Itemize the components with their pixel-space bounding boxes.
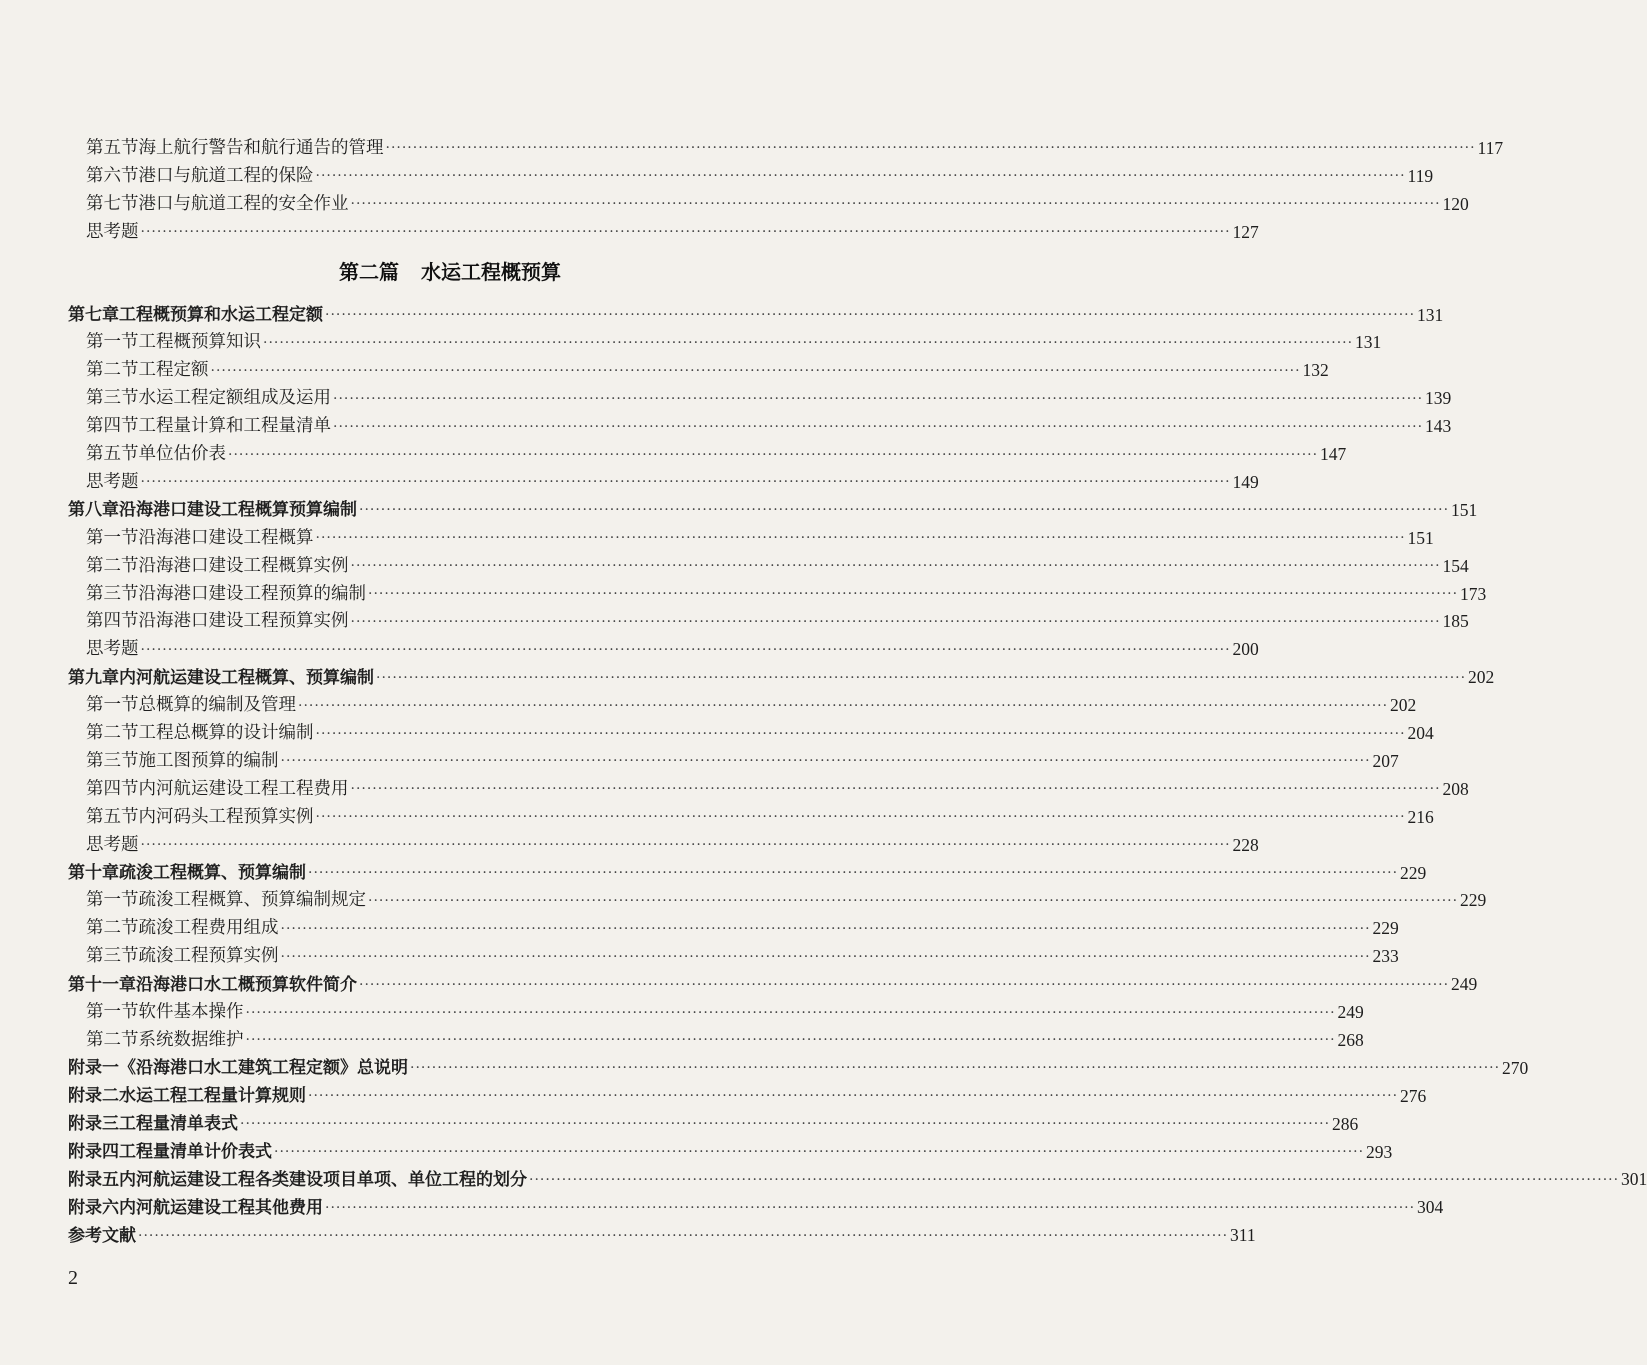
entry-page: 149 <box>1232 471 1259 492</box>
dot-leader: ········································································································································································································ <box>228 446 1319 463</box>
toc-chapter-entry <box>68 966 1478 995</box>
dot-leader: ········································································································································································································ <box>280 920 1371 937</box>
entry-title: 软件基本操作 <box>138 1002 244 1022</box>
entry-title: 施工图预算的编制 <box>138 750 279 771</box>
entry-title: 海上航行警告和航行通告的管理 <box>138 137 384 158</box>
dot-leader: ········································································································································································································ <box>350 781 1441 798</box>
dot-leader: ········································································································································································································ <box>274 1144 1365 1160</box>
entry-page: 147 <box>1320 444 1347 464</box>
entry-page: 151 <box>1407 527 1434 548</box>
toc-chapter-entry <box>68 1189 1444 1218</box>
entry-title: 疏浚工程概算、预算编制规定 <box>138 890 366 911</box>
entry-title: 参考文献 <box>68 1225 136 1246</box>
entry-page: 311 <box>1230 1225 1256 1246</box>
entry-title: 内河航运建设工程工程费用 <box>138 778 349 799</box>
dot-leader: ········································································································································································································ <box>315 725 1406 742</box>
toc-chapter-entry <box>68 659 1495 688</box>
toc-section-entry <box>86 742 1399 771</box>
dot-leader: ········································································································································································································ <box>315 168 1406 184</box>
dot-leader: ········································································································································································································ <box>280 948 1371 965</box>
entry-title: 水运工程工程量计算规则 <box>119 1086 306 1107</box>
dot-leader: ········································································································································································································ <box>210 362 1301 379</box>
entry-title: 疏浚工程概算、预算编制 <box>119 863 306 883</box>
entry-page: 249 <box>1451 974 1478 995</box>
entry-page: 229 <box>1460 890 1487 911</box>
toc-section-entry <box>86 910 1399 939</box>
entry-title: 工程概预算知识 <box>138 332 261 353</box>
dot-leader: ········································································································································································································ <box>333 390 1424 407</box>
entry-page: 185 <box>1442 611 1469 632</box>
toc-section-entry <box>86 770 1469 799</box>
toc-section-entry <box>86 213 1259 242</box>
entry-number: 第一节 <box>86 527 139 548</box>
dot-leader: ········································································································································································································ <box>140 224 1231 240</box>
toc-chapter-entry <box>68 1105 1359 1135</box>
entry-title: 沿海港口建设工程预算的编制 <box>138 583 366 604</box>
entry-number: 第五节 <box>86 137 139 158</box>
entry-page: 249 <box>1337 1002 1364 1022</box>
toc-section-entry <box>86 715 1434 743</box>
toc-section-entry <box>86 380 1452 409</box>
entry-number: 第一节 <box>86 695 139 716</box>
entry-title: 沿海港口水工概预算软件简介 <box>136 974 357 995</box>
entry-page: 207 <box>1372 750 1399 771</box>
toc-section-entry <box>86 436 1347 464</box>
toc-chapter-entry <box>68 296 1444 325</box>
dot-leader: ········································································································································································································ <box>368 892 1459 909</box>
entry-page: 119 <box>1407 165 1434 186</box>
dot-leader: ········································································································································································································ <box>140 837 1231 854</box>
entry-number: 第五节 <box>86 444 139 464</box>
toc-section-entry <box>86 408 1452 437</box>
dot-leader: ········································································································································································································ <box>308 865 1399 881</box>
toc-chapter-entry <box>68 491 1478 521</box>
dot-leader: ········································································································································································································ <box>138 1227 1229 1244</box>
entry-title: 沿海港口建设工程预算实例 <box>138 611 349 632</box>
dot-leader: ········································································································································································································ <box>245 1004 1336 1021</box>
toc-section-entry <box>86 519 1434 548</box>
entry-page: 229 <box>1372 918 1399 939</box>
entry-page: 270 <box>1502 1057 1529 1078</box>
entry-title: 工程总概算的设计编制 <box>138 723 314 743</box>
toc-chapter-entry <box>68 1217 1256 1246</box>
entry-page: 228 <box>1232 834 1259 855</box>
toc-chapter-entry <box>68 1161 1647 1190</box>
entry-title: 思考题 <box>86 639 139 660</box>
entry-number: 附录五 <box>68 1169 119 1190</box>
entry-number: 第一节 <box>86 332 139 353</box>
entry-number: 第八章 <box>68 500 119 521</box>
entry-page: 204 <box>1407 723 1434 743</box>
dot-leader: ········································································································································································································ <box>350 613 1441 630</box>
toc-section-entry <box>86 463 1259 492</box>
dot-leader: ········································································································································································································ <box>308 1088 1399 1105</box>
dot-leader: ········································································································································································································ <box>410 1060 1501 1077</box>
entry-title: 工程定额 <box>138 360 209 381</box>
dot-leader: ········································································································································································································ <box>240 1116 1331 1133</box>
entry-title: 内河航运建设工程其他费用 <box>119 1197 323 1218</box>
entry-number: 第九章 <box>68 667 119 688</box>
entry-number: 第四节 <box>86 416 139 437</box>
entry-page: 301 <box>1621 1169 1647 1190</box>
toc-section-entry <box>86 826 1259 855</box>
part-number: 第二篇 <box>339 260 399 284</box>
toc-chapter-entry <box>68 1049 1529 1079</box>
entry-page: 143 <box>1425 416 1452 437</box>
entry-page: 202 <box>1390 695 1417 716</box>
entry-title: 港口与航道工程的安全作业 <box>138 193 349 214</box>
entry-number: 第三节 <box>86 750 139 771</box>
entry-page: 276 <box>1400 1085 1427 1106</box>
entry-number: 第七章 <box>68 305 119 325</box>
entry-title: 港口与航道工程的保险 <box>138 165 314 186</box>
entry-number: 第四节 <box>86 611 139 632</box>
dot-leader: ········································································································································································································ <box>315 809 1406 826</box>
entry-number: 第三节 <box>86 388 139 409</box>
toc-section-entry <box>86 352 1329 381</box>
dot-leader: ········································································································································································································ <box>325 307 1416 323</box>
toc-section-entry <box>86 603 1469 632</box>
dot-leader: ········································································································································································································ <box>385 140 1476 156</box>
dot-leader: ········································································································································································································ <box>376 669 1467 686</box>
entry-title: 水运工程定额组成及运用 <box>138 388 331 409</box>
entry-page: 208 <box>1442 778 1469 799</box>
dot-leader: ········································································································································································································ <box>368 586 1459 602</box>
entry-title: 工程量清单计价表式 <box>119 1142 272 1162</box>
entry-page: 120 <box>1442 193 1469 214</box>
entry-title: 沿海港口建设工程概算预算编制 <box>119 500 357 521</box>
entry-number: 第二节 <box>86 723 139 743</box>
entry-number: 附录三 <box>68 1114 119 1135</box>
dot-leader: ········································································································································································································ <box>280 753 1371 770</box>
entry-page: 216 <box>1407 806 1434 827</box>
entry-title: 单位估价表 <box>138 444 226 464</box>
entry-title: 《沿海港口水工建筑工程定额》总说明 <box>119 1058 408 1079</box>
entry-page: 202 <box>1468 667 1495 688</box>
entry-title: 内河航运建设工程各类建设项目单项、单位工程的划分 <box>119 1169 527 1190</box>
toc-section-entry <box>86 631 1259 660</box>
toc-chapter-entry <box>68 1077 1427 1107</box>
entry-page: 229 <box>1400 862 1427 883</box>
entry-page: 131 <box>1355 332 1382 353</box>
dot-leader: ········································································································································································································ <box>359 502 1450 519</box>
entry-title: 内河码头工程预算实例 <box>138 806 314 827</box>
entry-page: 139 <box>1425 388 1452 409</box>
entry-number: 第二节 <box>86 360 139 381</box>
entry-number: 第六节 <box>86 165 139 186</box>
entry-title: 内河航运建设工程概算、预算编制 <box>119 667 374 688</box>
dot-leader: ········································································································································································································ <box>140 474 1231 491</box>
dot-leader: ········································································································································································································ <box>140 641 1231 658</box>
entry-page: 154 <box>1442 555 1469 576</box>
dot-leader: ········································································································································································································ <box>245 1032 1336 1049</box>
entry-title: 工程概预算和水运工程定额 <box>119 305 323 325</box>
dot-leader: ········································································································································································································ <box>298 697 1389 714</box>
entry-title: 沿海港口建设工程概算实例 <box>138 555 349 576</box>
toc-section-entry <box>86 157 1434 186</box>
toc-section-entry <box>86 575 1487 604</box>
dot-leader: ········································································································································································································ <box>529 1171 1620 1188</box>
entry-page: 117 <box>1477 137 1504 158</box>
entry-number: 附录二 <box>68 1086 119 1107</box>
entry-title: 疏浚工程费用组成 <box>138 918 279 939</box>
dot-leader: ········································································································································································································ <box>263 334 1354 351</box>
entry-number: 第二节 <box>86 555 139 576</box>
entry-page: 200 <box>1232 639 1259 660</box>
entry-number: 第一节 <box>86 890 139 911</box>
toc-chapter-entry <box>68 854 1427 883</box>
entry-title: 疏浚工程预算实例 <box>138 946 279 967</box>
entry-number: 第五节 <box>86 806 139 827</box>
dot-leader: ········································································································································································································ <box>359 976 1450 993</box>
dot-leader: ········································································································································································································ <box>315 530 1406 547</box>
entry-title: 工程量清单表式 <box>119 1114 238 1135</box>
entry-title: 工程量计算和工程量清单 <box>138 416 331 437</box>
toc-section-entry <box>86 185 1469 214</box>
entry-title: 思考题 <box>86 834 139 855</box>
toc-section-entry <box>86 1021 1364 1050</box>
dot-leader: ········································································································································································································ <box>350 558 1441 575</box>
dot-leader: ········································································································································································································ <box>350 196 1441 212</box>
entry-number: 附录六 <box>68 1197 119 1218</box>
entry-page: 304 <box>1417 1197 1444 1218</box>
entry-page: 268 <box>1337 1029 1364 1050</box>
entry-page: 293 <box>1366 1141 1393 1162</box>
entry-page: 173 <box>1460 583 1487 604</box>
entry-number: 第二节 <box>86 918 139 939</box>
toc-section-entry <box>86 994 1364 1022</box>
dot-leader: ········································································································································································································ <box>325 1199 1416 1216</box>
part-title: 水运工程概预算 <box>421 260 561 284</box>
toc-section-entry <box>86 129 1504 158</box>
entry-number: 第三节 <box>86 583 139 604</box>
entry-title: 思考题 <box>86 471 139 492</box>
entry-number: 第一节 <box>86 1002 139 1022</box>
toc-section-entry <box>86 687 1417 716</box>
entry-title: 总概算的编制及管理 <box>138 695 296 716</box>
part-heading <box>0 256 900 285</box>
toc-section-entry <box>86 547 1469 576</box>
entry-title: 系统数据维护 <box>138 1029 244 1050</box>
entry-number: 第四节 <box>86 778 139 799</box>
entry-page: 233 <box>1372 946 1399 967</box>
toc-section-entry <box>86 882 1487 911</box>
entry-title: 沿海港口建设工程概算 <box>138 527 314 548</box>
page-number: 2 <box>68 1267 78 1289</box>
entry-page: 132 <box>1302 360 1329 381</box>
entry-page: 127 <box>1232 221 1259 242</box>
toc-section-entry <box>86 938 1399 967</box>
entry-page: 286 <box>1332 1113 1359 1134</box>
entry-title: 思考题 <box>86 221 139 242</box>
entry-page: 151 <box>1451 499 1478 520</box>
entry-number: 第二节 <box>86 1029 139 1050</box>
entry-number: 第七节 <box>86 193 139 214</box>
entry-number: 第十章 <box>68 863 119 883</box>
entry-number: 第十一章 <box>68 974 136 995</box>
entry-number: 附录一 <box>68 1058 119 1079</box>
entry-number: 附录四 <box>68 1142 119 1162</box>
toc-section-entry <box>86 324 1382 353</box>
toc-section-entry <box>86 798 1434 827</box>
dot-leader: ········································································································································································································ <box>333 418 1424 435</box>
toc-chapter-entry <box>68 1133 1393 1162</box>
entry-number: 第三节 <box>86 946 139 967</box>
entry-page: 131 <box>1417 304 1444 325</box>
